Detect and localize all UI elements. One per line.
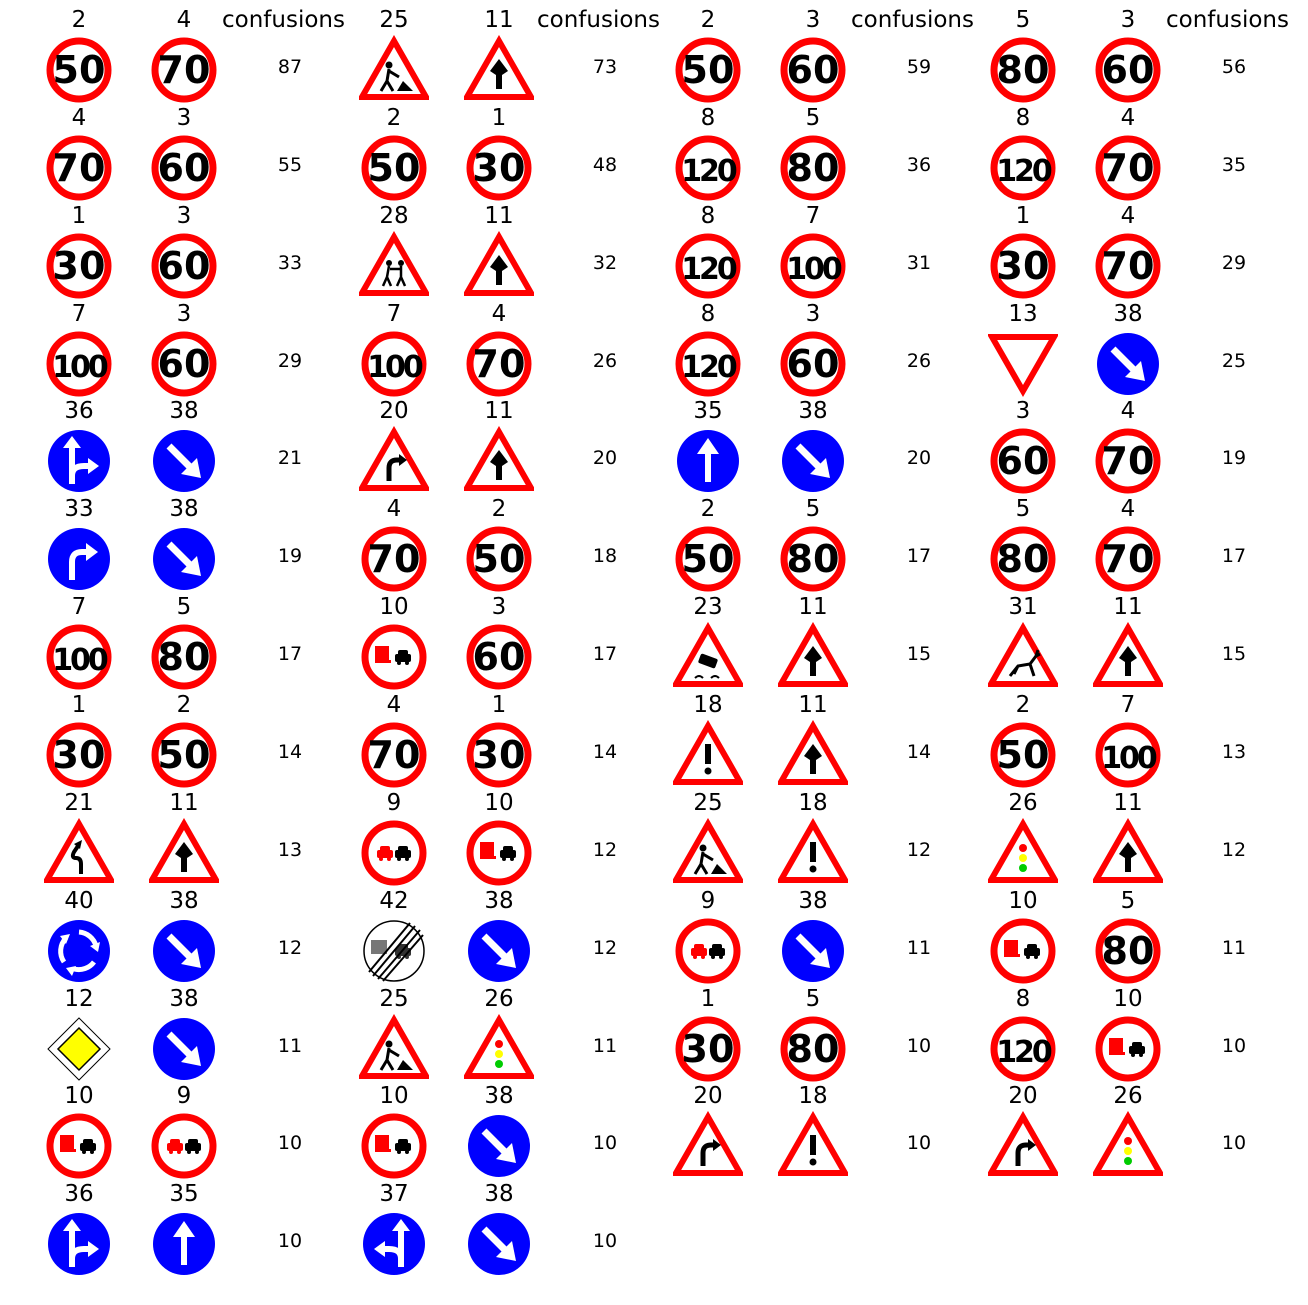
svg-text:30: 30 — [472, 145, 526, 190]
svg-text:70: 70 — [157, 48, 211, 92]
predicted-class-label: 4 — [1120, 202, 1136, 229]
true-class-label: 2 — [386, 104, 402, 131]
svg-text:60: 60 — [157, 243, 211, 288]
svg-text:80: 80 — [786, 1026, 840, 1071]
true-class-label: 12 — [64, 985, 94, 1012]
confusion-count: 26 — [906, 349, 932, 372]
predicted-class-label: 9 — [176, 1083, 192, 1110]
svg-text:100: 100 — [52, 643, 106, 679]
true-class-label: 23 — [693, 594, 723, 621]
predicted-class-label: 3 — [491, 594, 507, 621]
predicted-class-label: 26 — [484, 985, 514, 1012]
svg-text:120: 120 — [996, 153, 1050, 189]
svg-text:80: 80 — [786, 145, 840, 190]
predicted-class-label: 3 — [1120, 7, 1136, 33]
svg-text:70: 70 — [1101, 145, 1155, 190]
svg-text:30: 30 — [681, 1026, 735, 1071]
confusions-header: confusions — [222, 7, 345, 33]
true-class-label: 4 — [386, 496, 402, 523]
true-class-label: 5 — [1015, 7, 1031, 33]
svg-text:120: 120 — [681, 349, 735, 385]
true-class-label: 10 — [379, 594, 409, 621]
confusion-count: 10 — [277, 1132, 303, 1155]
predicted-class-label: 5 — [805, 985, 821, 1012]
svg-text:30: 30 — [52, 243, 106, 288]
confusion-count: 21 — [277, 447, 303, 470]
confusion-count: 12 — [592, 936, 618, 959]
svg-text:70: 70 — [367, 537, 421, 582]
predicted-class-label: 1 — [491, 104, 507, 131]
true-class-label: 25 — [693, 789, 723, 816]
svg-text:70: 70 — [367, 732, 421, 777]
predicted-class-label: 38 — [169, 398, 199, 425]
svg-text:60: 60 — [157, 145, 211, 190]
svg-text:100: 100 — [1101, 740, 1155, 776]
true-class-label: 3 — [1015, 398, 1031, 425]
confusion-count: 48 — [592, 153, 618, 176]
true-class-label: 25 — [379, 985, 409, 1012]
true-class-label: 42 — [379, 887, 409, 914]
true-class-label: 1 — [700, 985, 716, 1012]
predicted-class-label: 3 — [176, 104, 192, 131]
confusion-count: 12 — [906, 838, 932, 861]
confusion-count: 10 — [592, 1132, 618, 1155]
confusion-count: 11 — [592, 1034, 618, 1057]
true-class-label: 20 — [1008, 1083, 1038, 1110]
predicted-class-label: 18 — [798, 789, 828, 816]
svg-text:100: 100 — [52, 349, 106, 385]
confusion-count: 55 — [277, 153, 303, 176]
predicted-class-label: 26 — [1113, 1083, 1143, 1110]
true-class-label: 18 — [693, 691, 723, 718]
confusion-count: 12 — [277, 936, 303, 959]
confusion-count: 56 — [1221, 56, 1247, 78]
svg-text:60: 60 — [1101, 48, 1155, 92]
svg-text:70: 70 — [52, 145, 106, 190]
confusion-count: 10 — [1221, 1034, 1247, 1057]
predicted-class-label: 35 — [169, 1181, 199, 1208]
predicted-class-label: 11 — [484, 7, 514, 33]
true-class-label: 31 — [1008, 594, 1038, 621]
true-class-label: 20 — [379, 398, 409, 425]
svg-text:50: 50 — [157, 732, 211, 777]
svg-text:100: 100 — [367, 349, 421, 385]
true-class-label: 10 — [64, 1083, 94, 1110]
confusions-header: confusions — [537, 7, 660, 33]
confusion-count: 15 — [906, 643, 932, 666]
svg-text:30: 30 — [996, 243, 1050, 288]
predicted-class-label: 5 — [805, 104, 821, 131]
svg-text:60: 60 — [996, 439, 1050, 484]
true-class-label: 20 — [693, 1083, 723, 1110]
true-class-label: 4 — [71, 104, 87, 131]
true-class-label: 13 — [1008, 300, 1038, 327]
svg-text:80: 80 — [996, 48, 1050, 92]
predicted-class-label: 38 — [798, 398, 828, 425]
true-class-label: 1 — [1015, 202, 1031, 229]
confusion-count: 12 — [1221, 838, 1247, 861]
confusion-count: 20 — [906, 447, 932, 470]
confusion-count: 17 — [277, 643, 303, 666]
svg-text:60: 60 — [786, 48, 840, 92]
confusion-count: 14 — [277, 740, 303, 763]
true-class-label: 5 — [1015, 496, 1031, 523]
predicted-class-label: 11 — [484, 202, 514, 229]
predicted-class-label: 18 — [798, 1083, 828, 1110]
true-class-label: 7 — [71, 594, 87, 621]
svg-text:60: 60 — [157, 341, 211, 386]
true-class-label: 4 — [386, 691, 402, 718]
true-class-label: 2 — [700, 496, 716, 523]
predicted-class-label: 3 — [176, 300, 192, 327]
confusion-count: 10 — [592, 1230, 618, 1253]
true-class-label: 2 — [71, 7, 87, 33]
predicted-class-label: 38 — [484, 887, 514, 914]
predicted-class-label: 5 — [1120, 887, 1136, 914]
true-class-label: 1 — [71, 202, 87, 229]
confusion-count: 32 — [592, 251, 618, 274]
true-class-label: 8 — [700, 202, 716, 229]
true-class-label: 9 — [386, 789, 402, 816]
predicted-class-label: 4 — [176, 7, 192, 33]
true-class-label: 37 — [379, 1181, 409, 1208]
predicted-class-label: 5 — [176, 594, 192, 621]
confusion-count: 11 — [1221, 936, 1247, 959]
svg-text:50: 50 — [472, 537, 526, 582]
svg-text:70: 70 — [472, 341, 526, 386]
true-class-label: 2 — [1015, 691, 1031, 718]
confusion-count: 14 — [906, 740, 932, 763]
predicted-class-label: 11 — [798, 594, 828, 621]
svg-text:120: 120 — [681, 251, 735, 287]
true-class-label: 1 — [71, 691, 87, 718]
svg-text:120: 120 — [681, 153, 735, 189]
confusion-count: 10 — [1221, 1132, 1247, 1155]
true-class-label: 36 — [64, 398, 94, 425]
predicted-class-label: 4 — [1120, 104, 1136, 131]
predicted-class-label: 11 — [484, 398, 514, 425]
true-class-label: 28 — [379, 202, 409, 229]
svg-text:80: 80 — [786, 537, 840, 582]
predicted-class-label: 3 — [805, 300, 821, 327]
true-class-label: 8 — [700, 104, 716, 131]
true-class-label: 8 — [1015, 104, 1031, 131]
svg-text:30: 30 — [472, 732, 526, 777]
confusion-count: 20 — [592, 447, 618, 470]
confusion-count: 25 — [1221, 349, 1247, 372]
true-class-label: 10 — [379, 1083, 409, 1110]
confusion-count: 19 — [277, 545, 303, 568]
confusion-count: 17 — [592, 643, 618, 666]
true-class-label: 21 — [64, 789, 94, 816]
svg-text:100: 100 — [786, 251, 840, 287]
predicted-class-label: 38 — [1113, 300, 1143, 327]
predicted-class-label: 11 — [169, 789, 199, 816]
predicted-class-label: 5 — [805, 496, 821, 523]
confusion-count: 19 — [1221, 447, 1247, 470]
predicted-class-label: 4 — [491, 300, 507, 327]
confusion-count: 35 — [1221, 153, 1247, 176]
svg-text:80: 80 — [157, 635, 211, 680]
confusion-count: 15 — [1221, 643, 1247, 666]
true-class-label: 35 — [693, 398, 723, 425]
confusion-count: 29 — [277, 349, 303, 372]
true-class-label: 40 — [64, 887, 94, 914]
svg-text:70: 70 — [1101, 537, 1155, 582]
predicted-class-label: 1 — [491, 691, 507, 718]
confusion-count: 13 — [277, 838, 303, 861]
predicted-class-label: 38 — [484, 1083, 514, 1110]
confusion-count: 10 — [277, 1230, 303, 1253]
true-class-label: 8 — [1015, 985, 1031, 1012]
predicted-class-label: 38 — [169, 887, 199, 914]
true-class-label: 7 — [71, 300, 87, 327]
predicted-class-label: 4 — [1120, 398, 1136, 425]
confusion-count: 13 — [1221, 740, 1247, 763]
confusion-count: 11 — [277, 1034, 303, 1057]
confusion-count: 10 — [906, 1132, 932, 1155]
confusion-count: 26 — [592, 349, 618, 372]
confusion-count: 10 — [906, 1034, 932, 1057]
predicted-class-label: 11 — [1113, 594, 1143, 621]
confusion-count: 18 — [592, 545, 618, 568]
predicted-class-label: 7 — [805, 202, 821, 229]
svg-text:50: 50 — [681, 48, 735, 92]
confusion-count: 87 — [277, 56, 303, 78]
svg-text:70: 70 — [1101, 243, 1155, 288]
predicted-class-label: 38 — [484, 1181, 514, 1208]
true-class-label: 9 — [700, 887, 716, 914]
true-class-label: 33 — [64, 496, 94, 523]
confusions-header: confusions — [851, 7, 974, 33]
confusions-header: confusions — [1166, 7, 1289, 33]
confusion-count: 12 — [592, 838, 618, 861]
predicted-class-label: 2 — [176, 691, 192, 718]
predicted-class-label: 11 — [798, 691, 828, 718]
true-class-label: 25 — [379, 7, 409, 33]
true-class-label: 8 — [700, 300, 716, 327]
confusion-count: 36 — [906, 153, 932, 176]
confusion-count: 73 — [592, 56, 618, 78]
confusion-count: 31 — [906, 251, 932, 274]
svg-text:50: 50 — [996, 732, 1050, 777]
true-class-label: 7 — [386, 300, 402, 327]
svg-text:80: 80 — [996, 537, 1050, 582]
svg-text:30: 30 — [52, 732, 106, 777]
predicted-class-label: 7 — [1120, 691, 1136, 718]
predicted-class-label: 38 — [169, 496, 199, 523]
true-class-label: 10 — [1008, 887, 1038, 914]
svg-text:50: 50 — [681, 537, 735, 582]
svg-text:120: 120 — [996, 1034, 1050, 1070]
predicted-class-label: 2 — [491, 496, 507, 523]
confusion-count: 11 — [906, 936, 932, 959]
svg-text:70: 70 — [1101, 439, 1155, 484]
predicted-class-label: 11 — [1113, 789, 1143, 816]
confusion-count: 33 — [277, 251, 303, 274]
confusion-count: 17 — [906, 545, 932, 568]
predicted-class-label: 3 — [176, 202, 192, 229]
svg-text:80: 80 — [1101, 928, 1155, 973]
true-class-label: 36 — [64, 1181, 94, 1208]
predicted-class-label: 10 — [1113, 985, 1143, 1012]
confusion-count: 17 — [1221, 545, 1247, 568]
confusion-count: 14 — [592, 740, 618, 763]
true-class-label: 2 — [700, 7, 716, 33]
predicted-class-label: 4 — [1120, 496, 1136, 523]
svg-text:60: 60 — [472, 635, 526, 680]
predicted-class-label: 3 — [805, 7, 821, 33]
svg-text:50: 50 — [52, 48, 106, 92]
svg-text:60: 60 — [786, 341, 840, 386]
confusion-count: 29 — [1221, 251, 1247, 274]
predicted-class-label: 38 — [169, 985, 199, 1012]
svg-text:50: 50 — [367, 145, 421, 190]
true-class-label: 26 — [1008, 789, 1038, 816]
predicted-class-label: 10 — [484, 789, 514, 816]
predicted-class-label: 38 — [798, 887, 828, 914]
confusion-count: 59 — [906, 56, 932, 78]
